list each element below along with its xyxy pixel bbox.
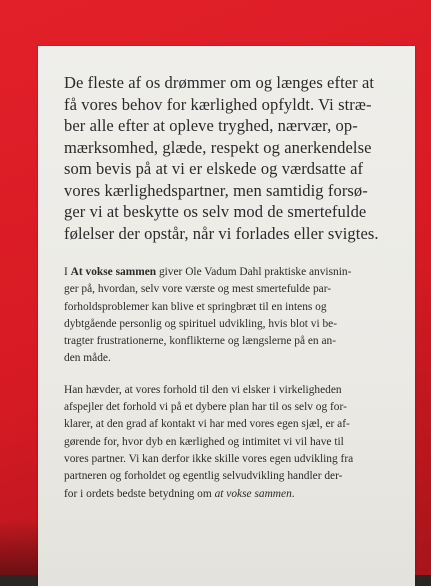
intro-line: få vores behov for kærlighed opfyldt. Vi stræ- [64, 94, 372, 114]
intro-line: ber alle efter at opleve tryghed, nærvær, op- [64, 116, 358, 135]
intro-line: ger vi at beskytte os selv mod de smertefulde [64, 202, 367, 221]
line-text: giver Ole Vadum Dahl praktiske anvisnin- [156, 266, 352, 278]
paragraph-line: ger på, hvordan, selv vore værste og mest smertefulde par- [64, 283, 332, 296]
paragraph-line: partneren og forholdet og egentlig selvudvikling handler der- [64, 470, 343, 483]
lead-word: I [64, 266, 71, 278]
paragraph-line [64, 486, 406, 503]
paragraph-line: vores partner. Vi kan derfor ikke skille vores egen udvikling fra [64, 452, 354, 465]
paragraph-line: den måde. [64, 352, 111, 365]
intro-line: De fleste af os drømmer om og længes efter at [64, 73, 375, 92]
blurb-text [64, 72, 406, 517]
book-title-italic: at vokse sammen [214, 487, 292, 500]
intro-line: som bevis på at vi er elskede og værdsatte af [64, 159, 364, 178]
description-paragraph [64, 264, 406, 368]
line-text: . [291, 487, 295, 500]
paragraph-line: dybtgående personlig og spirituel udvikling, hvis blot vi be- [64, 317, 338, 330]
argument-paragraph [64, 382, 406, 503]
text-panel [38, 46, 415, 586]
paragraph-line: Han hævder, at vores forhold til den vi elsker i virkeligheden [64, 383, 342, 396]
intro-line: vores kærlighedspartner, men samtidig forsø- [64, 180, 368, 200]
intro-paragraph [64, 72, 406, 244]
cover-shadow [0, 520, 40, 575]
paragraph-line: klarer, at den grad af kontakt vi har med vores egen sjæl, er af- [64, 418, 350, 431]
paragraph-line [64, 264, 406, 281]
paragraph-line: afspejler det forhold vi på et dybere plan har til os selv og for- [64, 401, 347, 414]
book-title: At vokse sammen [70, 266, 157, 278]
line-text: for i ordets bedste betydning om [64, 487, 215, 500]
paragraph-line: gørende for, hvor dyb en kærlighed og intimitet vi vil have til [64, 435, 344, 448]
paragraph-line: forholdsproblemer kan blive et springbræt til en intens og [64, 300, 327, 313]
paragraph-line: tragter frustrationerne, konflikterne og længslerne på en an- [64, 335, 337, 348]
intro-line: mærksomhed, glæde, respekt og anerkendelse [64, 137, 372, 157]
intro-line: følelser der opstår, når vi forlades eller svigtes. [64, 223, 379, 243]
